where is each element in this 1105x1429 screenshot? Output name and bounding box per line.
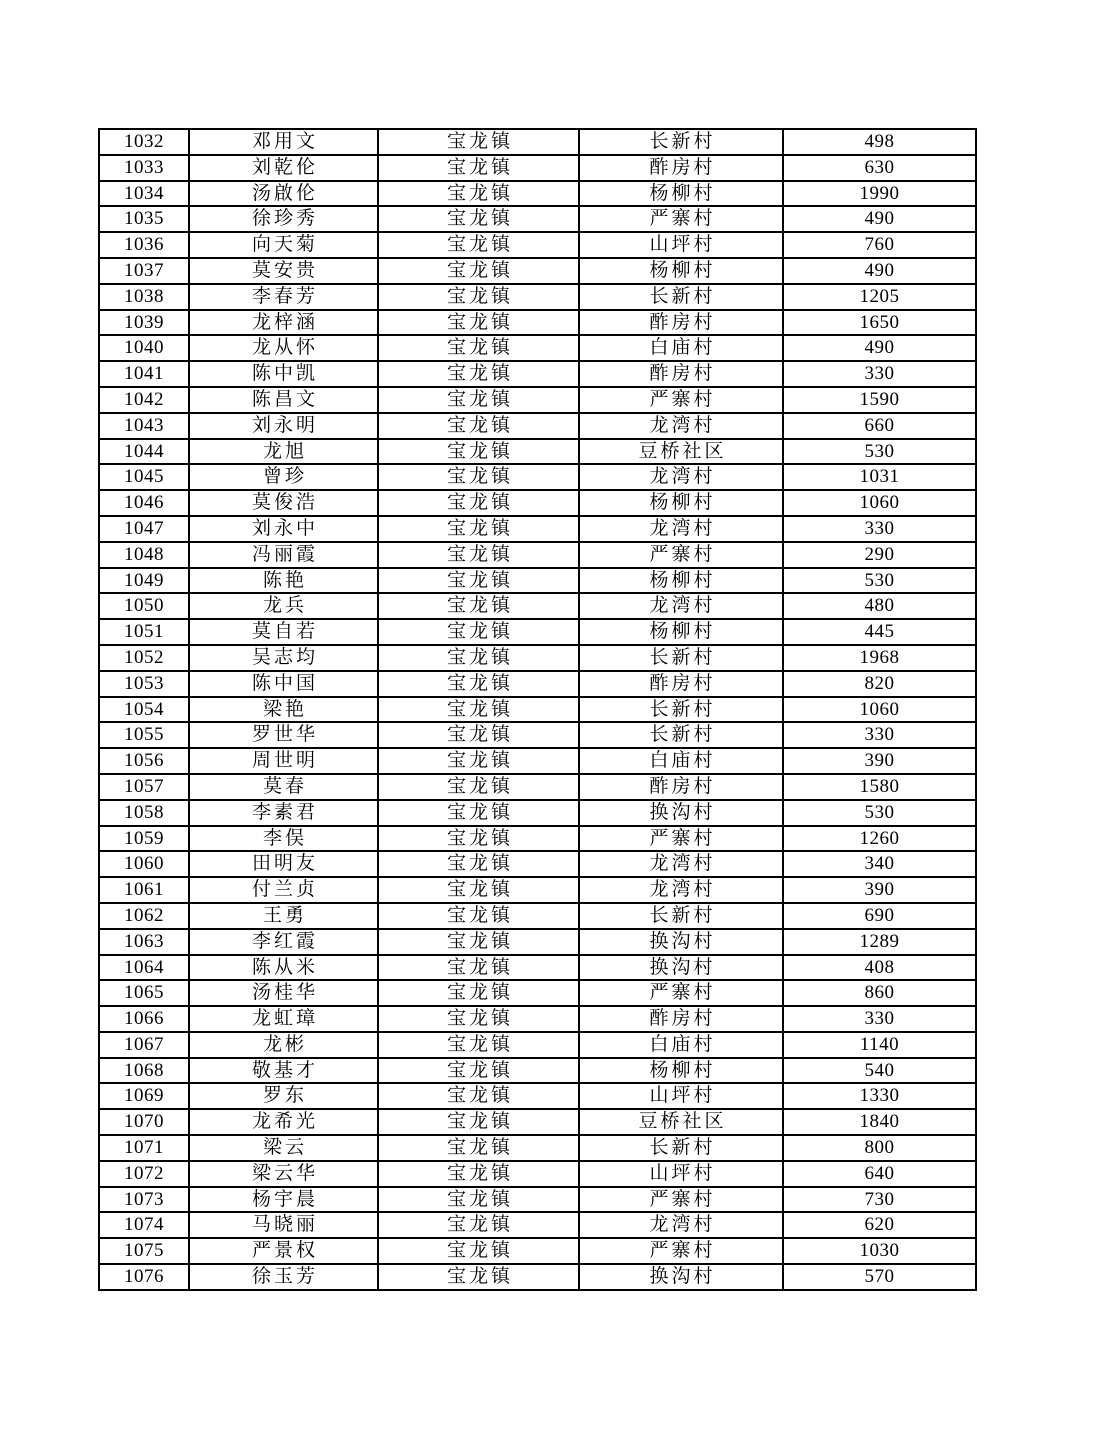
town-cell: 宝龙镇 — [378, 1109, 579, 1135]
town-cell: 宝龙镇 — [378, 619, 579, 645]
village-cell: 酢房村 — [579, 774, 783, 800]
village-cell: 换沟村 — [579, 955, 783, 981]
person-name-cell: 周世明 — [189, 748, 378, 774]
town-cell: 宝龙镇 — [378, 464, 579, 490]
village-cell: 严寨村 — [579, 826, 783, 852]
person-name-cell: 李素君 — [189, 800, 378, 826]
village-cell: 龙湾村 — [579, 516, 783, 542]
amount-cell: 1968 — [783, 645, 976, 671]
person-name-cell: 莫春 — [189, 774, 378, 800]
table-row — [99, 335, 976, 361]
amount-cell: 1060 — [783, 490, 976, 516]
town-cell: 宝龙镇 — [378, 568, 579, 594]
person-name-cell: 梁云华 — [189, 1161, 378, 1187]
village-cell: 酢房村 — [579, 1006, 783, 1032]
village-cell: 酢房村 — [579, 310, 783, 336]
village-cell: 长新村 — [579, 645, 783, 671]
amount-cell: 1590 — [783, 387, 976, 413]
table-row — [99, 129, 976, 155]
village-cell: 杨柳村 — [579, 568, 783, 594]
amount-cell: 640 — [783, 1161, 976, 1187]
table-row — [99, 748, 976, 774]
village-cell: 严寨村 — [579, 980, 783, 1006]
serial-number-cell: 1068 — [99, 1058, 189, 1084]
person-name-cell: 李春芳 — [189, 284, 378, 310]
town-cell: 宝龙镇 — [378, 877, 579, 903]
serial-number-cell: 1034 — [99, 181, 189, 207]
amount-cell: 1580 — [783, 774, 976, 800]
serial-number-cell: 1063 — [99, 929, 189, 955]
serial-number-cell: 1051 — [99, 619, 189, 645]
village-cell: 白庙村 — [579, 1032, 783, 1058]
amount-cell: 730 — [783, 1187, 976, 1213]
amount-cell: 1031 — [783, 464, 976, 490]
person-name-cell: 敬基才 — [189, 1058, 378, 1084]
village-cell: 龙湾村 — [579, 1212, 783, 1238]
serial-number-cell: 1062 — [99, 903, 189, 929]
town-cell: 宝龙镇 — [378, 748, 579, 774]
serial-number-cell: 1069 — [99, 1083, 189, 1109]
amount-cell: 690 — [783, 903, 976, 929]
table-row — [99, 1212, 976, 1238]
amount-cell: 1330 — [783, 1083, 976, 1109]
village-cell: 严寨村 — [579, 1238, 783, 1264]
serial-number-cell: 1071 — [99, 1135, 189, 1161]
serial-number-cell: 1058 — [99, 800, 189, 826]
amount-cell: 760 — [783, 232, 976, 258]
town-cell: 宝龙镇 — [378, 1212, 579, 1238]
serial-number-cell: 1056 — [99, 748, 189, 774]
amount-cell: 860 — [783, 980, 976, 1006]
town-cell: 宝龙镇 — [378, 593, 579, 619]
person-name-cell: 付兰贞 — [189, 877, 378, 903]
amount-cell: 820 — [783, 671, 976, 697]
village-cell: 长新村 — [579, 697, 783, 723]
table-row — [99, 1238, 976, 1264]
amount-cell: 530 — [783, 800, 976, 826]
person-name-cell: 冯丽霞 — [189, 542, 378, 568]
town-cell: 宝龙镇 — [378, 645, 579, 671]
town-cell: 宝龙镇 — [378, 980, 579, 1006]
person-name-cell: 刘永中 — [189, 516, 378, 542]
town-cell: 宝龙镇 — [378, 387, 579, 413]
village-cell: 长新村 — [579, 903, 783, 929]
town-cell: 宝龙镇 — [378, 722, 579, 748]
village-cell: 龙湾村 — [579, 593, 783, 619]
amount-cell: 290 — [783, 542, 976, 568]
amount-cell: 390 — [783, 877, 976, 903]
amount-cell: 1205 — [783, 284, 976, 310]
serial-number-cell: 1032 — [99, 129, 189, 155]
person-name-cell: 曾珍 — [189, 464, 378, 490]
village-cell: 山坪村 — [579, 1083, 783, 1109]
person-name-cell: 陈艳 — [189, 568, 378, 594]
amount-cell: 330 — [783, 1006, 976, 1032]
table-row — [99, 361, 976, 387]
village-cell: 龙湾村 — [579, 464, 783, 490]
person-name-cell: 王勇 — [189, 903, 378, 929]
table-row — [99, 1187, 976, 1213]
person-name-cell: 龙梓涵 — [189, 310, 378, 336]
village-cell: 杨柳村 — [579, 1058, 783, 1084]
serial-number-cell: 1061 — [99, 877, 189, 903]
amount-cell: 1060 — [783, 697, 976, 723]
amount-cell: 660 — [783, 413, 976, 439]
amount-cell: 540 — [783, 1058, 976, 1084]
table-row — [99, 516, 976, 542]
town-cell: 宝龙镇 — [378, 1006, 579, 1032]
table-row — [99, 826, 976, 852]
town-cell: 宝龙镇 — [378, 335, 579, 361]
table-row — [99, 1083, 976, 1109]
amount-cell: 490 — [783, 258, 976, 284]
person-name-cell: 向天菊 — [189, 232, 378, 258]
table-row — [99, 1264, 976, 1290]
town-cell: 宝龙镇 — [378, 1238, 579, 1264]
amount-cell: 445 — [783, 619, 976, 645]
person-name-cell: 汤啟伦 — [189, 181, 378, 207]
person-name-cell: 陈昌文 — [189, 387, 378, 413]
table-row — [99, 1161, 976, 1187]
amount-cell: 1289 — [783, 929, 976, 955]
person-name-cell: 邓用文 — [189, 129, 378, 155]
town-cell: 宝龙镇 — [378, 516, 579, 542]
person-name-cell: 罗东 — [189, 1083, 378, 1109]
village-cell: 豆桥社区 — [579, 439, 783, 465]
amount-cell: 1840 — [783, 1109, 976, 1135]
table-row — [99, 800, 976, 826]
village-cell: 换沟村 — [579, 1264, 783, 1290]
serial-number-cell: 1060 — [99, 851, 189, 877]
amount-cell: 490 — [783, 335, 976, 361]
town-cell: 宝龙镇 — [378, 1161, 579, 1187]
table-row — [99, 645, 976, 671]
table-row — [99, 206, 976, 232]
village-cell: 长新村 — [579, 1135, 783, 1161]
table-row — [99, 439, 976, 465]
serial-number-cell: 1076 — [99, 1264, 189, 1290]
town-cell: 宝龙镇 — [378, 851, 579, 877]
town-cell: 宝龙镇 — [378, 232, 579, 258]
town-cell: 宝龙镇 — [378, 413, 579, 439]
person-name-cell: 龙彬 — [189, 1032, 378, 1058]
serial-number-cell: 1038 — [99, 284, 189, 310]
table-row — [99, 1006, 976, 1032]
amount-cell: 570 — [783, 1264, 976, 1290]
town-cell: 宝龙镇 — [378, 542, 579, 568]
person-name-cell: 李红霞 — [189, 929, 378, 955]
table-row — [99, 593, 976, 619]
table-row — [99, 413, 976, 439]
village-cell: 严寨村 — [579, 387, 783, 413]
table-row — [99, 1135, 976, 1161]
table-row — [99, 955, 976, 981]
person-name-cell: 李俣 — [189, 826, 378, 852]
person-name-cell: 汤桂华 — [189, 980, 378, 1006]
table-row — [99, 980, 976, 1006]
village-cell: 换沟村 — [579, 800, 783, 826]
table-row — [99, 877, 976, 903]
table-row — [99, 542, 976, 568]
table-row — [99, 1109, 976, 1135]
serial-number-cell: 1055 — [99, 722, 189, 748]
village-cell: 豆桥社区 — [579, 1109, 783, 1135]
town-cell: 宝龙镇 — [378, 826, 579, 852]
serial-number-cell: 1050 — [99, 593, 189, 619]
person-name-cell: 马晓丽 — [189, 1212, 378, 1238]
serial-number-cell: 1053 — [99, 671, 189, 697]
serial-number-cell: 1045 — [99, 464, 189, 490]
town-cell: 宝龙镇 — [378, 800, 579, 826]
village-cell: 杨柳村 — [579, 619, 783, 645]
person-name-cell: 龙从怀 — [189, 335, 378, 361]
serial-number-cell: 1033 — [99, 155, 189, 181]
town-cell: 宝龙镇 — [378, 903, 579, 929]
serial-number-cell: 1035 — [99, 206, 189, 232]
amount-cell: 340 — [783, 851, 976, 877]
serial-number-cell: 1074 — [99, 1212, 189, 1238]
amount-cell: 480 — [783, 593, 976, 619]
village-cell: 龙湾村 — [579, 877, 783, 903]
amount-cell: 1990 — [783, 181, 976, 207]
village-cell: 酢房村 — [579, 155, 783, 181]
amount-cell: 800 — [783, 1135, 976, 1161]
table-row — [99, 155, 976, 181]
village-cell: 白庙村 — [579, 335, 783, 361]
amount-cell: 620 — [783, 1212, 976, 1238]
amount-cell: 498 — [783, 129, 976, 155]
serial-number-cell: 1036 — [99, 232, 189, 258]
serial-number-cell: 1041 — [99, 361, 189, 387]
person-name-cell: 莫安贵 — [189, 258, 378, 284]
village-cell: 龙湾村 — [579, 413, 783, 439]
person-name-cell: 杨宇晨 — [189, 1187, 378, 1213]
table-row — [99, 774, 976, 800]
amount-cell: 1030 — [783, 1238, 976, 1264]
amount-cell: 530 — [783, 568, 976, 594]
serial-number-cell: 1052 — [99, 645, 189, 671]
person-name-cell: 陈中凯 — [189, 361, 378, 387]
table-row — [99, 232, 976, 258]
person-name-cell: 徐玉芳 — [189, 1264, 378, 1290]
town-cell: 宝龙镇 — [378, 1083, 579, 1109]
person-name-cell: 梁艳 — [189, 697, 378, 723]
table-row — [99, 619, 976, 645]
person-name-cell: 刘永明 — [189, 413, 378, 439]
town-cell: 宝龙镇 — [378, 1058, 579, 1084]
amount-cell: 630 — [783, 155, 976, 181]
person-name-cell: 莫俊浩 — [189, 490, 378, 516]
town-cell: 宝龙镇 — [378, 1135, 579, 1161]
town-cell: 宝龙镇 — [378, 490, 579, 516]
town-cell: 宝龙镇 — [378, 181, 579, 207]
serial-number-cell: 1073 — [99, 1187, 189, 1213]
town-cell: 宝龙镇 — [378, 1264, 579, 1290]
table-row — [99, 903, 976, 929]
serial-number-cell: 1049 — [99, 568, 189, 594]
person-name-cell: 梁云 — [189, 1135, 378, 1161]
village-cell: 长新村 — [579, 284, 783, 310]
table-row — [99, 851, 976, 877]
town-cell: 宝龙镇 — [378, 129, 579, 155]
village-cell: 酢房村 — [579, 361, 783, 387]
serial-number-cell: 1075 — [99, 1238, 189, 1264]
serial-number-cell: 1067 — [99, 1032, 189, 1058]
town-cell: 宝龙镇 — [378, 155, 579, 181]
serial-number-cell: 1042 — [99, 387, 189, 413]
person-name-cell: 罗世华 — [189, 722, 378, 748]
amount-cell: 530 — [783, 439, 976, 465]
person-name-cell: 严景权 — [189, 1238, 378, 1264]
amount-cell: 390 — [783, 748, 976, 774]
town-cell: 宝龙镇 — [378, 258, 579, 284]
village-cell: 严寨村 — [579, 206, 783, 232]
table-row — [99, 490, 976, 516]
person-name-cell: 龙兵 — [189, 593, 378, 619]
amount-cell: 330 — [783, 722, 976, 748]
table-row — [99, 722, 976, 748]
amount-cell: 330 — [783, 516, 976, 542]
town-cell: 宝龙镇 — [378, 929, 579, 955]
person-name-cell: 徐珍秀 — [189, 206, 378, 232]
person-name-cell: 刘乾伦 — [189, 155, 378, 181]
serial-number-cell: 1040 — [99, 335, 189, 361]
serial-number-cell: 1065 — [99, 980, 189, 1006]
table-row — [99, 1058, 976, 1084]
village-cell: 杨柳村 — [579, 181, 783, 207]
serial-number-cell: 1039 — [99, 310, 189, 336]
village-cell: 杨柳村 — [579, 490, 783, 516]
village-cell: 换沟村 — [579, 929, 783, 955]
serial-number-cell: 1070 — [99, 1109, 189, 1135]
amount-cell: 1650 — [783, 310, 976, 336]
village-cell: 严寨村 — [579, 1187, 783, 1213]
town-cell: 宝龙镇 — [378, 284, 579, 310]
person-name-cell: 龙旭 — [189, 439, 378, 465]
village-cell: 严寨村 — [579, 542, 783, 568]
serial-number-cell: 1066 — [99, 1006, 189, 1032]
table-row — [99, 387, 976, 413]
town-cell: 宝龙镇 — [378, 955, 579, 981]
table-row — [99, 697, 976, 723]
village-cell: 长新村 — [579, 722, 783, 748]
town-cell: 宝龙镇 — [378, 439, 579, 465]
serial-number-cell: 1059 — [99, 826, 189, 852]
serial-number-cell: 1048 — [99, 542, 189, 568]
table-row — [99, 284, 976, 310]
town-cell: 宝龙镇 — [378, 310, 579, 336]
village-cell: 龙湾村 — [579, 851, 783, 877]
serial-number-cell: 1057 — [99, 774, 189, 800]
person-name-cell: 陈从米 — [189, 955, 378, 981]
town-cell: 宝龙镇 — [378, 697, 579, 723]
serial-number-cell: 1046 — [99, 490, 189, 516]
serial-number-cell: 1047 — [99, 516, 189, 542]
person-name-cell: 莫自若 — [189, 619, 378, 645]
serial-number-cell: 1072 — [99, 1161, 189, 1187]
village-cell: 山坪村 — [579, 1161, 783, 1187]
town-cell: 宝龙镇 — [378, 774, 579, 800]
table-row — [99, 464, 976, 490]
town-cell: 宝龙镇 — [378, 361, 579, 387]
town-cell: 宝龙镇 — [378, 1187, 579, 1213]
table-row — [99, 1032, 976, 1058]
town-cell: 宝龙镇 — [378, 671, 579, 697]
person-name-cell: 吴志均 — [189, 645, 378, 671]
table-row — [99, 929, 976, 955]
amount-cell: 330 — [783, 361, 976, 387]
serial-number-cell: 1054 — [99, 697, 189, 723]
village-cell: 白庙村 — [579, 748, 783, 774]
village-cell: 山坪村 — [579, 232, 783, 258]
table-row — [99, 671, 976, 697]
amount-cell: 490 — [783, 206, 976, 232]
serial-number-cell: 1064 — [99, 955, 189, 981]
person-name-cell: 龙虹璋 — [189, 1006, 378, 1032]
amount-cell: 1260 — [783, 826, 976, 852]
person-name-cell: 田明友 — [189, 851, 378, 877]
table-row — [99, 181, 976, 207]
town-cell: 宝龙镇 — [378, 1032, 579, 1058]
amount-cell: 408 — [783, 955, 976, 981]
serial-number-cell: 1044 — [99, 439, 189, 465]
person-name-cell: 龙希光 — [189, 1109, 378, 1135]
table-row — [99, 258, 976, 284]
amount-cell: 1140 — [783, 1032, 976, 1058]
village-cell: 酢房村 — [579, 671, 783, 697]
village-cell: 杨柳村 — [579, 258, 783, 284]
serial-number-cell: 1037 — [99, 258, 189, 284]
town-cell: 宝龙镇 — [378, 206, 579, 232]
serial-number-cell: 1043 — [99, 413, 189, 439]
table-row — [99, 568, 976, 594]
person-name-cell: 陈中国 — [189, 671, 378, 697]
village-cell: 长新村 — [579, 129, 783, 155]
records-table-body — [99, 129, 976, 1290]
table-row — [99, 310, 976, 336]
records-table — [98, 128, 977, 1291]
